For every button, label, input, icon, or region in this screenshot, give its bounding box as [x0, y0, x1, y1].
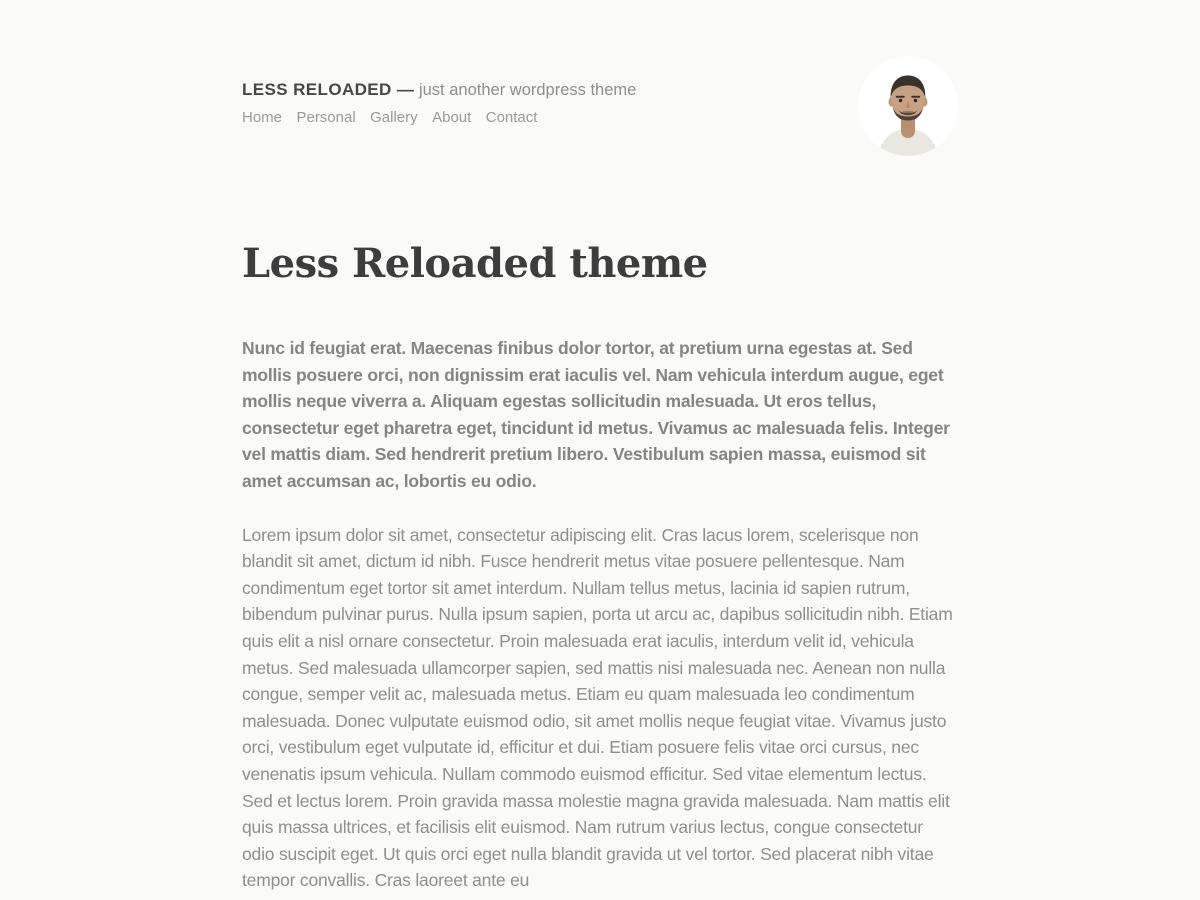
avatar-photo-illustration: [858, 56, 958, 156]
post-body: [242, 335, 958, 894]
site-tagline: just another wordpress theme: [418, 81, 637, 99]
nav-item-contact[interactable]: Contact: [485, 109, 538, 126]
site-header: [242, 0, 958, 156]
nav-item-personal[interactable]: Personal: [296, 109, 356, 126]
nav-item-gallery[interactable]: Gallery: [370, 109, 418, 126]
main-content: [242, 240, 958, 894]
site-title[interactable]: [242, 80, 636, 100]
page-container: [242, 0, 958, 894]
nav-item-home[interactable]: Home: [242, 109, 283, 126]
main-navigation: [242, 109, 636, 127]
post-paragraph-lead: Nunc id feugiat erat. Maecenas finibus dolor tortor, at pretium urna egestas at. Sed mollis posuere orci, non dignissim erat iaculis vel. Nam vehicula interdum augue, eget mollis neque viverra a. Aliquam egestas sollicitudin malesuada. Ut eros tellus, consectetur eget pharetra eget, tincidunt id metus. Vivamus ac malesuada felis. Integer vel mattis diam. Sed hendrerit pretium libero. Vestibulum sapien massa, euismod sit amet accumsan ac, lobortis eu odio.: [242, 338, 950, 491]
post-title: Less Reloaded theme: [242, 240, 708, 287]
post: [242, 240, 958, 894]
avatar: [858, 56, 958, 156]
nav-item-about[interactable]: About: [432, 109, 472, 126]
site-title-text: LESS RELOADED: [242, 80, 392, 99]
site-branding: [242, 80, 636, 127]
site-title-separator: —: [396, 80, 414, 99]
post-paragraph-body: Lorem ipsum dolor sit amet, consectetur adipiscing elit. Cras lacus lorem, scelerisque non blandit sit amet, dictum id nibh. Fusce hendrerit metus vitae posuere pellentesque. Nam condimentum eget tortor sit amet interdum. Nullam tellus metus, lacinia id sapien rutrum, bibendum pulvinar purus. Nulla ipsum sapien, porta ut arcu ac, dapibus sollicitudin nibh. Etiam quis elit a nisl ornare consectetur. Proin malesuada erat iaculis, interdum velit id, vehicula metus. Sed malesuada ullamcorper sapien, sed mattis nisi malesuada nec. Aenean non nulla congue, semper velit ac, malesuada metus. Etiam eu quam malesuada leo condimentum malesuada. Donec vulputate euismod odio, sit amet mollis neque feugiat vitae. Vivamus justo orci, vestibulum eget vulputate id, efficitur et dui. Etiam posuere felis vitae orci cursus, nec venenatis ipsum vehicula. Nullam commodo euismod efficitur. Sed vitae elementum lectus. Sed et lectus lorem. Proin gravida massa molestie magna gravida malesuada. Nam mattis elit quis massa ultrices, et facilisis elit euismod. Nam rutrum varius lectus, congue consectetur odio suscipit eget. Ut quis orci eget nulla blandit gravida ut vel tortor. Sed placerat nibh vitae tempor convallis. Cras laoreet ante eu: [242, 524, 953, 891]
